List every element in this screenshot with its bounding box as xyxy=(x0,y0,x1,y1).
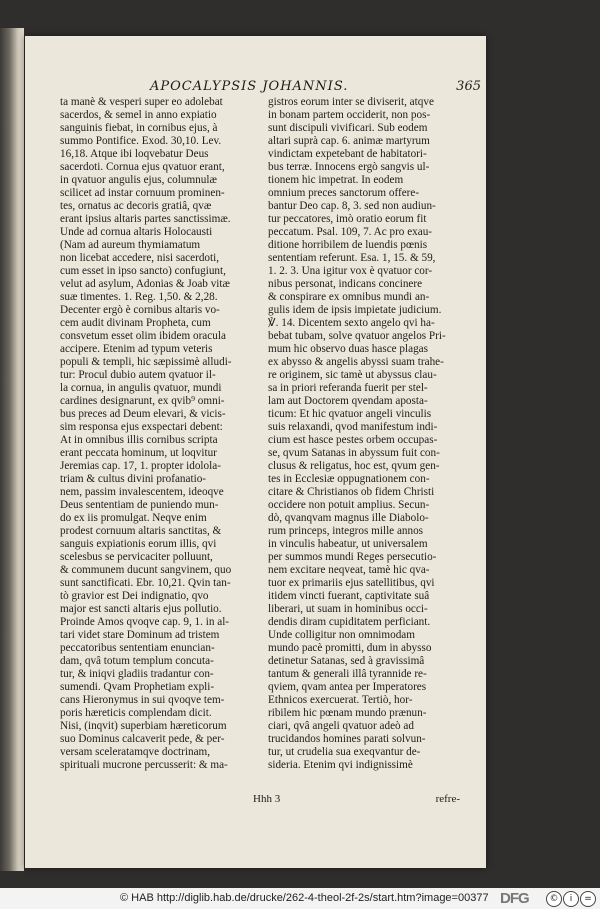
text-line: occidere non potuit amplius. Secun- xyxy=(268,499,430,511)
text-line: tionem hic impetrat. In eodem xyxy=(268,174,404,186)
text-line: sim responsa ejus exspectari debent: xyxy=(60,421,223,433)
text-line: bantur Deo cap. 8, 3. sed non audiun- xyxy=(268,200,436,212)
text-line: sunt discipuli vivificari. Sub eodem xyxy=(268,122,428,134)
text-line: re originem, sic tamè ut abyssus clau- xyxy=(268,369,437,381)
text-line: scilicet ad instar cornuum prominen- xyxy=(60,187,225,199)
text-line: tes in Ecclesiæ oppugnationem con- xyxy=(268,473,430,485)
text-line: la cornua, in angulis qvatuor, mundi xyxy=(60,382,222,394)
text-column-right xyxy=(268,96,468,772)
text-line: nem, passim invalescentem, ideoqve xyxy=(60,486,224,498)
text-line: 1. 2. 3. Una igitur vox è qvatuor cor- xyxy=(268,265,433,277)
text-line: tantum & generali illâ tyrannide re- xyxy=(268,668,427,680)
text-line: scelesbus se pervicaciter polluunt, xyxy=(60,551,213,563)
text-line: ticum: Et hic qvatuor angeli vinculis xyxy=(268,408,432,420)
text-line: bus terræ. Innocens ergò sangvis ul- xyxy=(268,161,430,173)
text-line: rum princeps, integros mille annos xyxy=(268,525,424,537)
text-line: cum esset in ipso sancto) confugiunt, xyxy=(60,265,226,277)
page-header xyxy=(25,79,486,97)
text-line: peccatoribus sententiam enuncian- xyxy=(60,642,215,654)
text-line: & communem ducunt sangvinem, quo xyxy=(60,564,232,576)
text-line: mundo pacè promitti, dum in abysso xyxy=(268,642,432,654)
text-line: gulis idem de ipsis impietate judicium. xyxy=(268,304,442,316)
text-line: trucidandos homines parati solvun- xyxy=(268,733,426,745)
viewer-footer xyxy=(0,888,600,909)
text-line: sacerdoti. Cornua ejus qvatuor erant, xyxy=(60,161,225,173)
text-line: omnium preces sanctorum offere- xyxy=(268,187,420,199)
text-line: Unde colligitur non omnimodam xyxy=(268,629,415,641)
text-line: ditione horribilem de luendis pœnis xyxy=(268,239,428,251)
text-line: do ex iis promulgat. Neqve enim xyxy=(60,512,207,524)
text-line: Proinde Amos qvoqve cap. 9, 1. in al- xyxy=(60,616,230,628)
text-line: Deus sententiam de puniendo mun- xyxy=(60,499,219,511)
text-line: se, qvum Satanas in abyssum fuit con- xyxy=(268,447,440,459)
text-line: Unde ad cornua altaris Holocausti xyxy=(60,226,213,238)
text-line: tuor ex primariis ejus satellitibus, qvi xyxy=(268,577,435,589)
text-line: velut ad asylum, Adonias & Joab vitæ xyxy=(60,278,230,290)
text-line: dendis diram cupiditatem perficiant. xyxy=(268,616,431,628)
text-line: lam aut Doctorem qvendam aposta- xyxy=(268,395,428,407)
running-title: APOCALYPSIS JOHANNIS. xyxy=(150,79,349,94)
text-line: qviem, qvam antea per Imperatores xyxy=(268,681,427,693)
text-line: sideria. Etenim qvi indignissimè xyxy=(268,759,413,771)
text-line: prodest cornuum altaris sanctitas, & xyxy=(60,525,222,537)
text-line: sententiam referunt. Esa. 1, 15. & 59, xyxy=(268,252,436,264)
catchword: refre- xyxy=(435,793,460,805)
text-line: sanguis expiationis eorum illis, qvi xyxy=(60,538,217,550)
text-line: At in omnibus illis cornibus scripta xyxy=(60,434,218,446)
text-line: citare & Christianos ob fidem Christi xyxy=(268,486,435,498)
text-line: bus preces ad Deum elevari, & vicis- xyxy=(60,408,226,420)
text-line: cium est hasce pestes orbem occupas- xyxy=(268,434,438,446)
text-line: tò gravior est Dei indignatio, qvo xyxy=(60,590,209,602)
text-line: dò, qvanqvam magnus ille Diabolo- xyxy=(268,512,429,524)
text-line: mum hic observo duas hasce plagas xyxy=(268,343,429,355)
text-line: vindictam expetebant de habitatori- xyxy=(268,148,427,160)
text-line: cem audit divinam Propheta, cum xyxy=(60,317,211,329)
text-line: ℣. 14. Dicentem sexto angelo qvi ha- xyxy=(268,317,435,329)
license-badges xyxy=(546,891,596,906)
text-line: sanguinis fiebat, in cornibus ejus, à xyxy=(60,122,218,134)
cc-icon[interactable]: © xyxy=(546,891,562,907)
dfg-logo: DFG xyxy=(500,890,529,907)
text-line: ciari, qvâ angeli qvatuor adeò ad xyxy=(268,720,414,732)
book-page xyxy=(25,36,486,868)
text-line: per summos mundi Reges persecutio- xyxy=(268,551,437,563)
text-line: gistros eorum inter se diviserit, atqve xyxy=(268,96,434,108)
text-line: tari videt stare Dominum ad tristem xyxy=(60,629,220,641)
text-line: tes, ornatus ac decoris gratiâ, qvæ xyxy=(60,200,212,212)
text-line: cardines designarunt, ex qvib⁹ omni- xyxy=(60,395,225,407)
text-line: tur: Procul dubio autem qvatuor il- xyxy=(60,369,216,381)
text-line: ribilem hic pœnam mundo prænun- xyxy=(268,707,427,719)
text-line: clusus & religatus, hoc est, qvum gen- xyxy=(268,460,440,472)
text-line: accipere. Etenim ad typum veteris xyxy=(60,343,213,355)
text-line: sumendi. Qvam Prophetiam expli- xyxy=(60,681,215,693)
info-icon[interactable]: i xyxy=(563,891,579,907)
text-line: Nisi, (inqvit) superbiam hæreticorum xyxy=(60,720,227,732)
page-number: 365 xyxy=(456,79,481,94)
text-line: triam & cultus divini profanatio- xyxy=(60,473,207,485)
text-line: 16,18. Atque ibi loqvebatur Deus xyxy=(60,148,209,160)
adjacent-page-edge xyxy=(0,28,24,871)
text-line: bebat tubam, solve qvatuor angelos Pri- xyxy=(268,330,446,342)
text-line: (Nam ad aureum thymiamatum xyxy=(60,239,201,251)
text-line: poris hæreticis complendam dicit. xyxy=(60,707,212,719)
text-line: major est sancti altaris ejus pollutio. xyxy=(60,603,222,615)
text-line: erant ipsius altaris partes sanctissimæ. xyxy=(60,213,231,225)
source-link[interactable]: © HAB http://diglib.hab.de/drucke/262-4-theol-2f-2s/start.htm?image=00377 xyxy=(120,892,489,904)
text-line: erant peccata hominum, ut loqvitur xyxy=(60,447,217,459)
text-line: & conspirare ex omnibus mundi an- xyxy=(268,291,430,303)
text-line: Jeremias cap. 17, 1. propter idolola- xyxy=(60,460,221,472)
text-line: nem excitare neqveat, tamè hic qva- xyxy=(268,564,430,576)
text-line: suo Dominus calcaverit pede, & per- xyxy=(60,733,225,745)
text-line: tur, & iniqvi gladiis tradantur con- xyxy=(60,668,214,680)
text-line: sa in priori referanda fuerit per stel- xyxy=(268,382,428,394)
text-line: spirituali mucrone percusserit: & ma- xyxy=(60,759,228,771)
equal-icon[interactable]: = xyxy=(580,891,596,907)
text-line: nibus personat, indicans concinere xyxy=(268,278,423,290)
text-line: tur, ut crudelia sua exeqvantur de- xyxy=(268,746,421,758)
text-line: liberari, ut suam in hominibus occi- xyxy=(268,603,428,615)
text-line: ta manè & vesperi super eo adolebat xyxy=(60,96,223,108)
text-line: populi & templi, hic sæpissimè alludi- xyxy=(60,356,232,368)
text-line: consvetum esset olim ibidem oracula xyxy=(60,330,226,342)
text-line: in bonam partem occiderit, non pos- xyxy=(268,109,431,121)
text-line: ex abysso & angelis abyssi suam trahe- xyxy=(268,356,444,368)
text-line: in vinculis habeatur, ut universalem xyxy=(268,538,428,550)
text-line: sunt sanctificati. Ebr. 10,21. Qvin tan- xyxy=(60,577,231,589)
text-line: dam, qvâ totum templum concuta- xyxy=(60,655,214,667)
text-line: in qvatuor angulis ejus, columnulæ xyxy=(60,174,217,186)
text-line: tur peccatores, imò oratio eorum fit xyxy=(268,213,427,225)
text-line: sacerdos, & semel in anno expiatio xyxy=(60,109,217,121)
text-line: versam sceleratamqve doctrinam, xyxy=(60,746,211,758)
text-line: altari suprà cap. 6. animæ martyrum xyxy=(268,135,430,147)
text-line: Decenter ergò è cornibus altaris vo- xyxy=(60,304,220,316)
text-line: suæ timentes. 1. Reg. 1,50. & 2,28. xyxy=(60,291,218,303)
text-line: non licebat accedere, nisi sacerdoti, xyxy=(60,252,220,264)
text-line: Ethnicos exercuerat. Tertiò, hor- xyxy=(268,694,413,706)
text-line: peccatum. Psal. 109, 7. Ac pro exau- xyxy=(268,226,433,238)
signature-mark: Hhh 3 xyxy=(253,793,281,805)
text-column-left xyxy=(60,96,260,772)
text-line: detinetur Satanas, sed à gravissimâ xyxy=(268,655,425,667)
text-line: summo Pontifice. Exod. 30,10. Lev. xyxy=(60,135,222,147)
text-line: cans Hieronymus in sui qvoqve tem- xyxy=(60,694,225,706)
text-line: suis relaxandi, qvod manifestum indi- xyxy=(268,421,438,433)
text-line: itidem vincti fuerant, captivitate suâ xyxy=(268,590,430,602)
